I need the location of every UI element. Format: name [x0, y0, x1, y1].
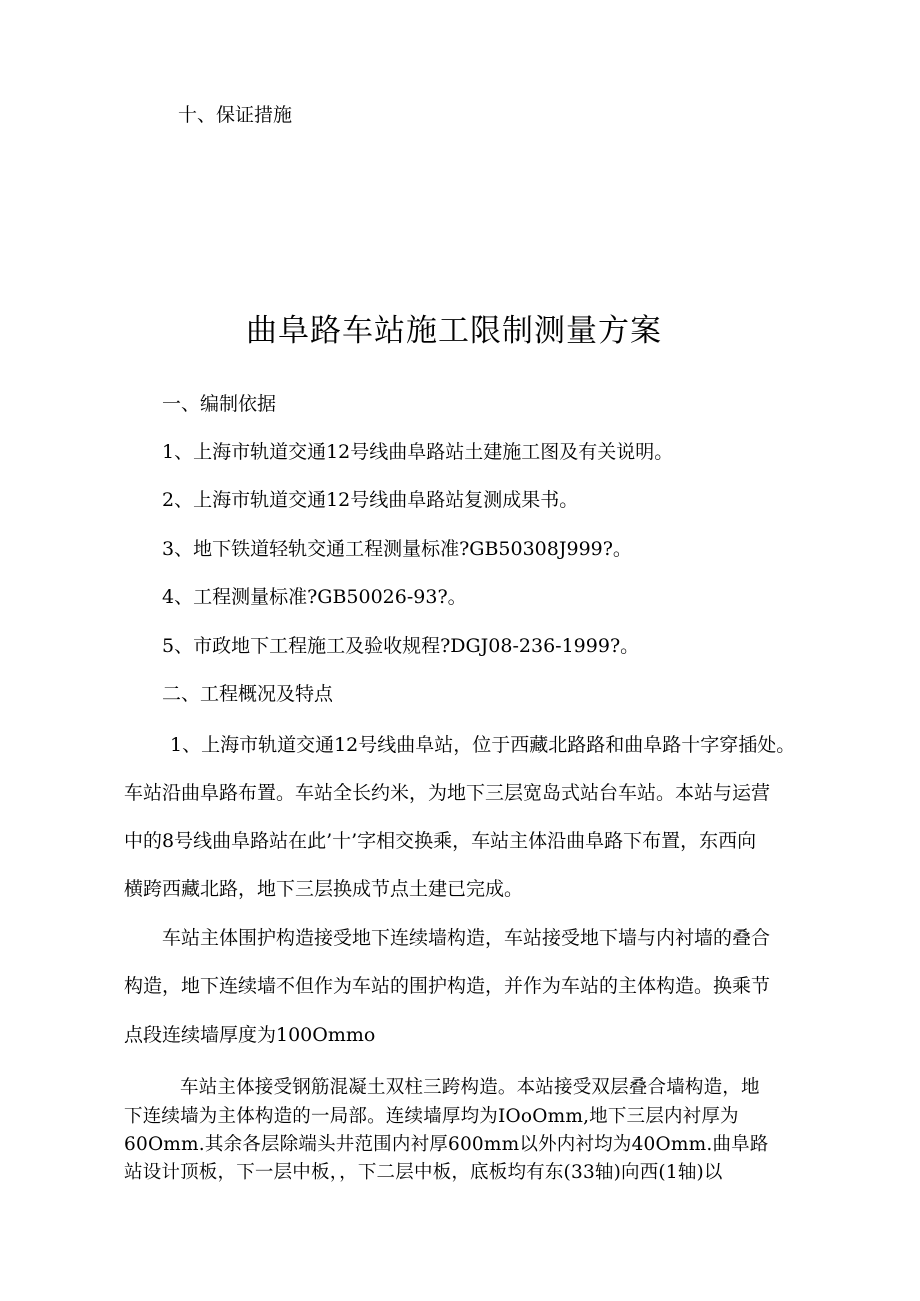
basis-item: 4、工程测量标准?GB50026-93?。 [162, 586, 467, 608]
paragraph-line: 中的8号线曲阜路站在此’十’字相交换乘，车站主体沿曲阜路下布置，东西向 [124, 830, 757, 852]
paragraph-line: 构造，地下连续墙不但作为车站的围护构造，并作为车站的主体构造。换乘节 [124, 975, 771, 997]
paragraph-line: 横跨西藏北路，地下三层换成节点土建已完成。 [124, 878, 524, 900]
document-title: 曲阜路车站施工限制测量方案 [246, 313, 662, 349]
paragraph-line: 60Omm.其余各层除端头井范围内衬厚600mm以外内衬均为40Omm.曲阜路 [124, 1134, 769, 1155]
section-heading-basis: 一、编制依据 [162, 393, 277, 415]
paragraph-line: 车站沿曲阜路布置。车站全长约米，为地下三层宽岛式站台车站。本站与运营 [124, 782, 771, 804]
basis-item: 3、地下铁道轻轨交通工程测量标准?GB50308J999?。 [162, 538, 632, 560]
section-heading-overview: 二、工程概况及特点 [162, 683, 334, 705]
top-heading: 十、保证措施 [178, 104, 293, 126]
paragraph-line: 点段连续墙厚度为100Ommo [124, 1024, 376, 1046]
paragraph-line: 1、上海市轨道交通12号线曲阜站，位于西藏北路路和曲阜路十字穿插处。 [170, 734, 796, 756]
basis-item: 5、市政地下工程施工及验收规程?DGJ08-236-1999?。 [162, 635, 640, 657]
paragraph-line: 站设计顶板，下一层中板，，下二层中板，底板均有东(33轴)向西(1轴)以 [124, 1162, 723, 1183]
paragraph-line: 车站主体围护构造接受地下连续墙构造，车站接受地下墙与内衬墙的叠合 [162, 927, 771, 949]
paragraph-line: 下连续墙为主体构造的一局部。连续墙厚均为IOoOmm,地下三层内衬厚为 [124, 1106, 739, 1127]
basis-item: 1、上海市轨道交通12号线曲阜路站土建施工图及有关说明。 [162, 441, 674, 463]
paragraph-line: 车站主体接受钢筋混凝土双柱三跨构造。本站接受双层叠合墙构造，地 [180, 1077, 760, 1098]
basis-item: 2、上海市轨道交通12号线曲阜路站复测成果书。 [162, 489, 579, 511]
